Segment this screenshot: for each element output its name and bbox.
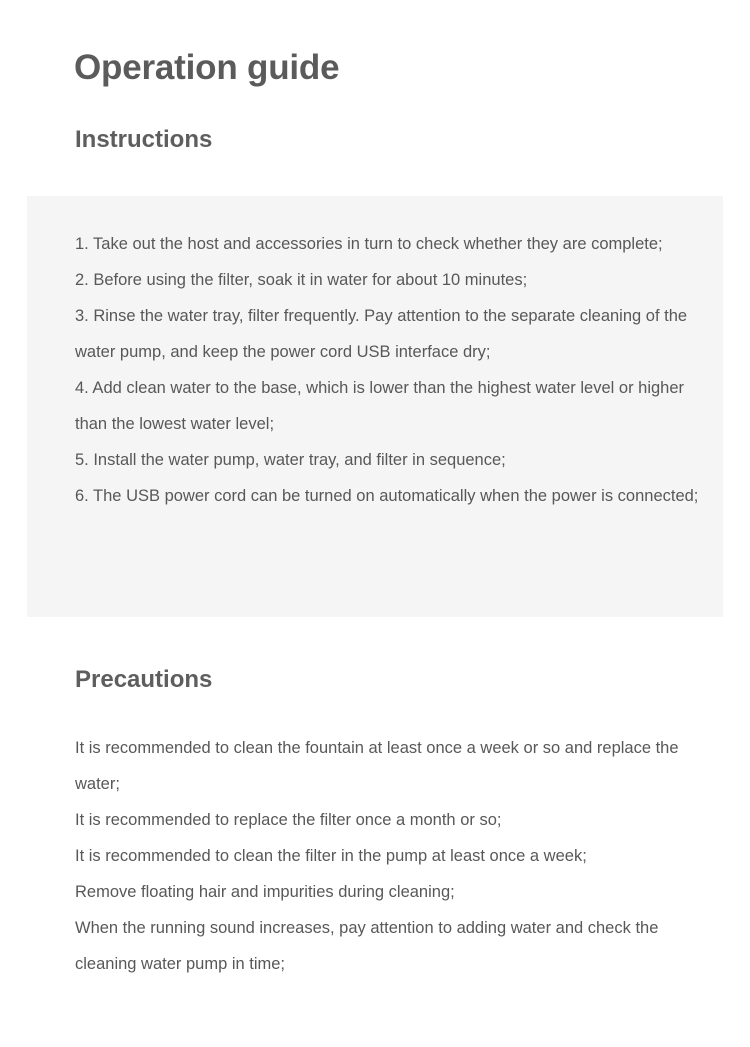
instruction-item: 2. Before using the filter, soak it in water for about 10 minutes; [75,271,528,289]
precaution-item: Remove floating hair and impurities during cleaning; [75,883,455,901]
instruction-item: 5. Install the water pump, water tray, and filter in sequence; [75,451,506,469]
precaution-item: It is recommended to clean the filter in the pump at least once a week; [75,847,587,865]
instructions-heading: Instructions [75,126,213,153]
instruction-item: 3. Rinse the water tray, filter frequently. Pay attention to the separate cleaning of the water pump, and keep the power cord USB interface dry; [75,307,688,361]
precaution-item: It is recommended to clean the fountain at least once a week or so and replace the water; [75,739,679,793]
page-title: Operation guide [74,48,340,87]
instruction-item: 4. Add clean water to the base, which is lower than the highest water level or higher than the lowest water level; [75,379,685,433]
instruction-item: 6. The USB power cord can be turned on automatically when the power is connected; [75,487,699,505]
precaution-item: When the running sound increases, pay attention to adding water and check the cleaning water pump in time; [75,919,659,973]
instruction-item: 1. Take out the host and accessories in turn to check whether they are complete; [75,235,663,253]
instructions-list [75,226,715,514]
precautions-list [75,730,695,982]
precaution-item: It is recommended to replace the filter once a month or so; [75,811,502,829]
precautions-heading: Precautions [75,666,213,693]
